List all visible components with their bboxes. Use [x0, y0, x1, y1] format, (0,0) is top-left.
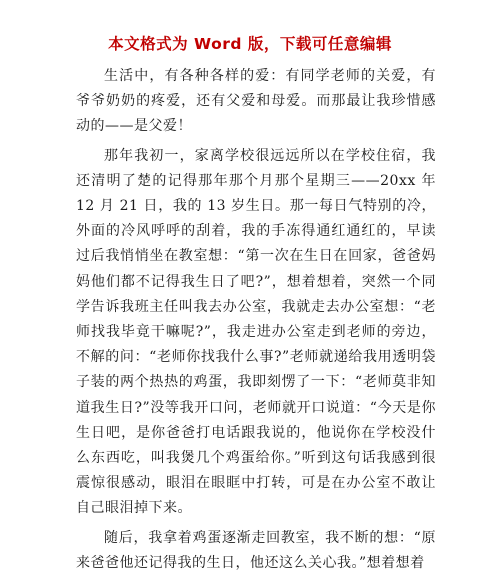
paragraph-1: 生活中，有各种各样的爱：有同学老师的关爱，有爷爷奶奶的疼爱，还有父爱和母爱。而那最让我珍惜感动的——是父爱！	[76, 68, 436, 135]
document-title: 本文格式为 Word 版，下载可任意编辑	[108, 35, 392, 53]
paragraph-3: 随后，我拿着鸡蛋逐渐走回教室，我不断的想：“原来爸爸他还记得我的生日，他还这么关心我。”想着想着	[76, 529, 436, 571]
paragraph-2: 那年我初一，家离学校很远远所以在学校住宿，我还清明了楚的记得那年那个月那个星期三——20xx 年 12 月 21 日，我的 13 岁生日。那一每日气特别的冷，外面的冷风呼呼的刮着，我的手冻得通红通红的，早读过后我悄悄坐在教室想：“第一次在生日在回家，爸爸妈妈他们都不记得我生日了吧?”，想着想着，突然一个同学告诉我班主任叫我去办公室，我就走去办公室想：“老师找我毕竟干嘛呢?”，我走进办公室走到老师的旁边，不解的问：“老师你找我什么事?”老师就递给我用透明袋子装的两个热热的鸡蛋，我即刻愣了一下：“老师莫非知道我生日?”没等我开口问，老师就开口说道：“今天是你生日吧，是你爸爸打电话跟我说的，他说你在学校没什么东西吃，叫我煲几个鸡蛋给你。”听到这句话我感到很震惊很感动，眼泪在眼眶中打转，可是在办公室不敢让自己眼泪掉下来。	[76, 147, 436, 517]
document-body	[76, 64, 436, 580]
